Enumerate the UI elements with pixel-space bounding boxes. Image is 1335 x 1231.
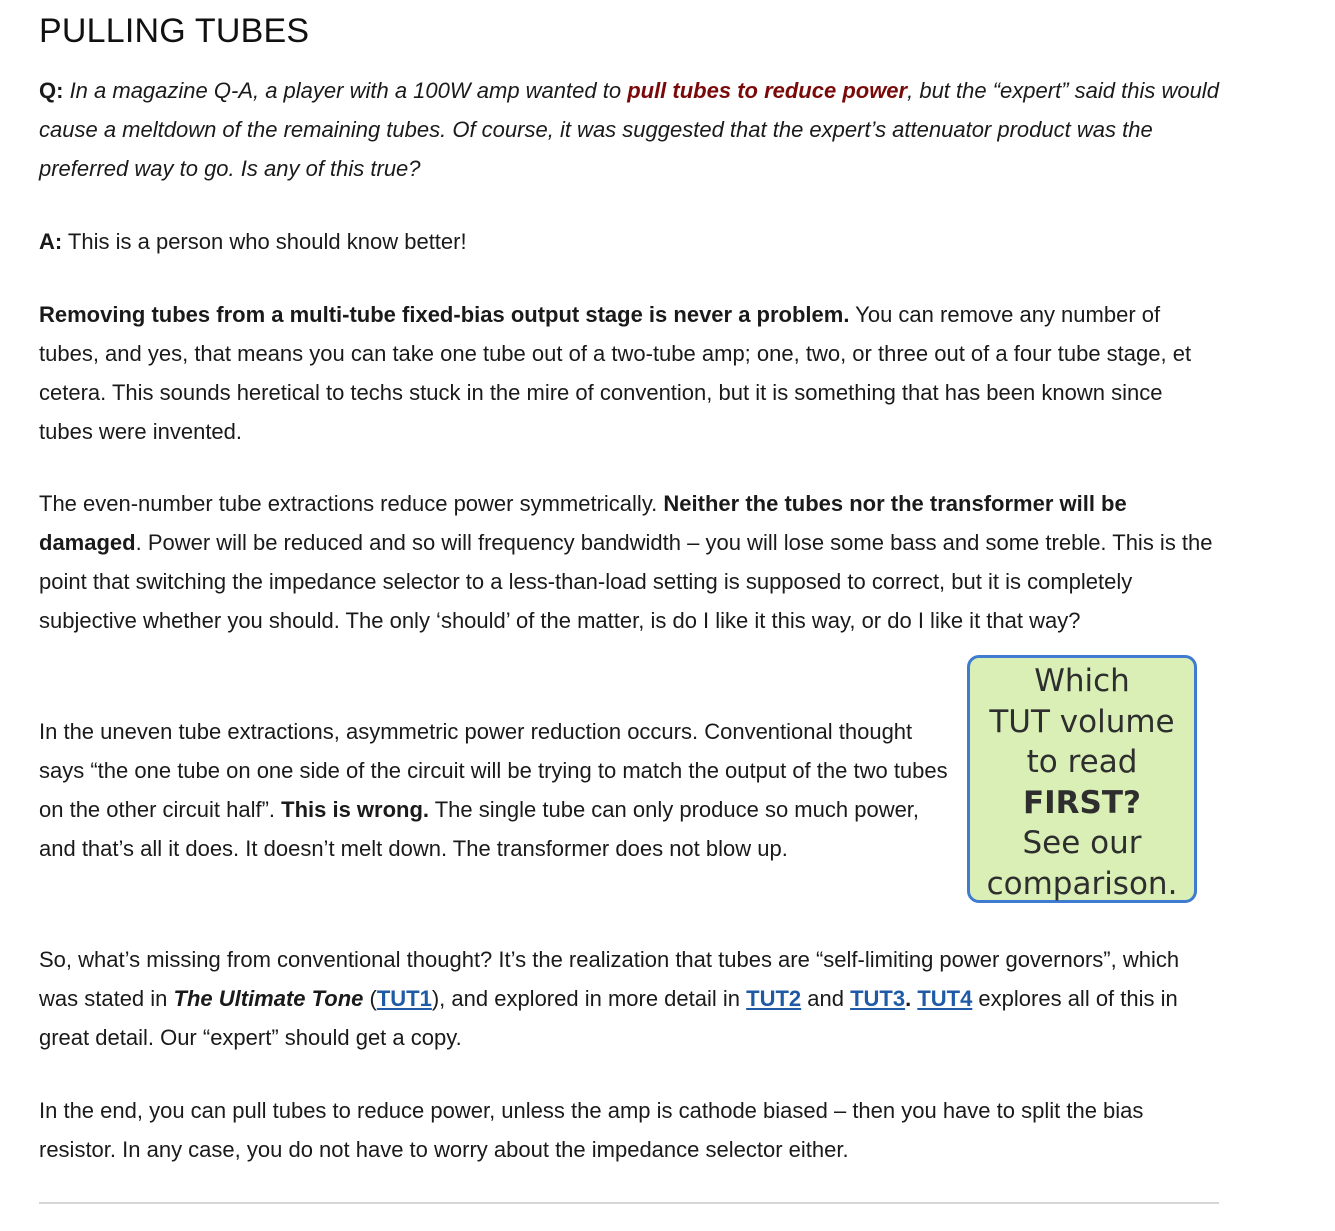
pull-tubes-link[interactable]: pull tubes to reduce power xyxy=(627,78,908,103)
callout-line-1: Which xyxy=(1034,663,1130,699)
tut1-link[interactable]: TUT1 xyxy=(376,986,432,1011)
mid-text: ), and explored in more detail in xyxy=(431,986,747,1011)
tut4-link[interactable]: TUT4 xyxy=(917,986,973,1011)
book-title: The Ultimate Tone xyxy=(173,986,364,1011)
tut3-link[interactable]: TUT3 xyxy=(850,986,906,1011)
answer-paragraph xyxy=(39,222,1219,261)
paragraph-even-post: . Power will be reduced and so will frequency bandwidth – you will lose some bass and some treble. This is the point that switching the impedance selector to a less-than-load setting is supposed to correct, but it is completely subjective whether you should. The only ‘should’ of the matter, is do I like it this way, or do I like it that way? xyxy=(39,530,1213,633)
and-text: and xyxy=(801,986,851,1011)
open-paren: ( xyxy=(363,986,377,1011)
bottom-divider xyxy=(39,1202,1219,1204)
callout-line-2: TUT volume xyxy=(989,703,1175,740)
paragraph-uneven-post: The single tube can only produce so much power, and that’s all it does. It doesn’t melt down. The transformer does not blow up. xyxy=(39,797,920,861)
paragraph-removing-tubes-bold: Removing tubes from a multi-tube fixed-bias output stage is never a problem. xyxy=(39,302,850,327)
paragraph-missing xyxy=(39,940,1224,1057)
paragraph-even-pre: The even-number tube extractions reduce power symmetrically. xyxy=(39,491,664,516)
answer-text: This is a person who should know better! xyxy=(62,229,467,254)
callout-line-5: See our xyxy=(1022,825,1142,861)
page-title: PULLING TUBES xyxy=(39,12,310,50)
paragraph-missing-post: explores all of this in great detail. Our “expert” should get a copy. xyxy=(39,986,1178,1050)
question-text-pre: In a magazine Q-A, a player with a 100W amp wanted to xyxy=(63,78,628,103)
callout-line-4: FIRST? xyxy=(1022,784,1142,821)
question-text-post: , but the “expert” said this would cause a meltdown of the remaining tubes. Of course, it was suggested that the expert’s attenuator product was the preferred way to go. Is any of this true? xyxy=(39,78,1219,181)
callout-line-6: comparison. xyxy=(986,865,1178,902)
paragraph-even-bold: Neither the tubes nor the transformer will be damaged xyxy=(39,491,1127,555)
tut-comparison-callout[interactable] xyxy=(967,655,1197,903)
tut2-link[interactable]: TUT2 xyxy=(746,986,802,1011)
paragraph-missing-pre: So, what’s missing from conventional thought? It’s the realization that tubes are “self-limiting power governors”, which was stated in xyxy=(39,947,1180,1011)
callout-line-3: to read xyxy=(1026,744,1138,780)
paragraph-conclusion: In the end, you can pull tubes to reduce power, unless the amp is cathode biased – then you have to split the bias resistor. In any case, you do not have to worry about the impedance selector either. xyxy=(39,1098,1144,1162)
paragraph-removing-tubes xyxy=(39,295,1219,451)
paragraph-removing-tubes-text: You can remove any number of tubes, and yes, that means you can take one tube out of a two-tube amp; one, two, or three out of a four tube stage, et cetera. This sounds heretical to techs stuck in the mire of convention, but it is something that has been known since tubes were invented. xyxy=(39,302,1192,444)
paragraph-uneven-bold: This is wrong. xyxy=(281,797,430,822)
question-label: Q: xyxy=(39,78,64,103)
answer-label: A: xyxy=(39,229,63,254)
question-paragraph xyxy=(39,71,1219,188)
paragraph-uneven-pre: In the uneven tube extractions, asymmetric power reduction occurs. Conventional thought says “the one tube on one side of the circuit will be trying to match the output of the two tubes on the other circuit half”. xyxy=(39,719,948,822)
dot-text: . xyxy=(905,986,918,1011)
paragraph-even-extractions xyxy=(39,484,1224,640)
paragraph-uneven-extractions xyxy=(39,712,949,868)
